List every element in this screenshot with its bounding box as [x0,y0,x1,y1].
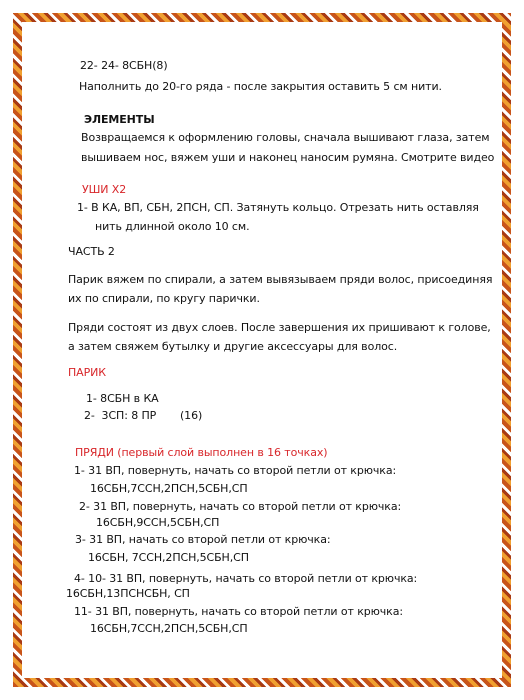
ears-heading: УШИ Х2 [82,183,127,196]
strand-11-instruction: 11- 31 ВП, повернуть, начать со второй петли от крючка: [74,605,403,618]
strand-1-instruction: 1- 31 ВП, повернуть, начать со второй петли от крючка: [74,464,397,477]
wig-heading: ПАРИК [68,366,106,379]
strands-heading: ПРЯДИ (первый слой выполнен в 16 точках) [75,446,328,459]
wig-step-2: 2- 3СП: 8 ПР (16) [84,409,203,422]
strands-paragraph-line-1: Пряди состоят из двух слоев. После завершения их пришивают к голове, [68,321,491,334]
fill-instruction-text: Наполнить до 20-го ряда - после закрытия оставить 5 см нити. [79,80,442,93]
strand-2-stitches: 16СБН,9ССН,5СБН,СП [96,516,220,529]
strand-3-instruction: 3- 31 ВП, начать со второй петли от крючка: [75,533,331,546]
elements-paragraph-line-2: вышиваем нос, вяжем уши и наконец наносим румяна. Смотрите видео [81,151,495,164]
ears-step-1-line-2: нить длинной около 10 см. [95,220,250,233]
wig-step-1: 1- 8СБН в КА [86,392,159,405]
strands-paragraph-line-2: а затем свяжем бутылку и другие аксессуары для волос. [68,340,398,353]
row-22-24-text: 22- 24- 8СБН(8) [80,59,168,72]
strand-4-10-stitches: 16СБН,13ПСНСБН, СП [66,587,190,600]
strand-3-stitches: 16СБН, 7ССН,2ПСН,5СБН,СП [88,551,249,564]
part-2-heading: ЧАСТЬ 2 [68,245,115,258]
strand-11-stitches: 16СБН,7ССН,2ПСН,5СБН,СП [90,622,248,635]
strand-2-instruction: 2- 31 ВП, повернуть, начать со второй петли от крючка: [79,500,402,513]
wig-paragraph-line-2: их по спирали, по кругу парички. [68,292,260,305]
strand-4-10-instruction: 4- 10- 31 ВП, повернуть, начать со второй петли от крючка: [74,572,418,585]
elements-paragraph-line-1: Возвращаемся к оформлению головы, сначала вышивают глаза, затем [81,131,490,144]
elements-heading: ЭЛЕМЕНТЫ [84,113,155,126]
ears-step-1-line-1: 1- В КА, ВП, СБН, 2ПСН, СП. Затянуть кольцо. Отрезать нить оставляя [77,201,479,214]
wig-paragraph-line-1: Парик вяжем по спирали, а затем вывязываем пряди волос, присоединяя [68,273,493,286]
strand-1-stitches: 16СБН,7ССН,2ПСН,5СБН,СП [90,482,248,495]
